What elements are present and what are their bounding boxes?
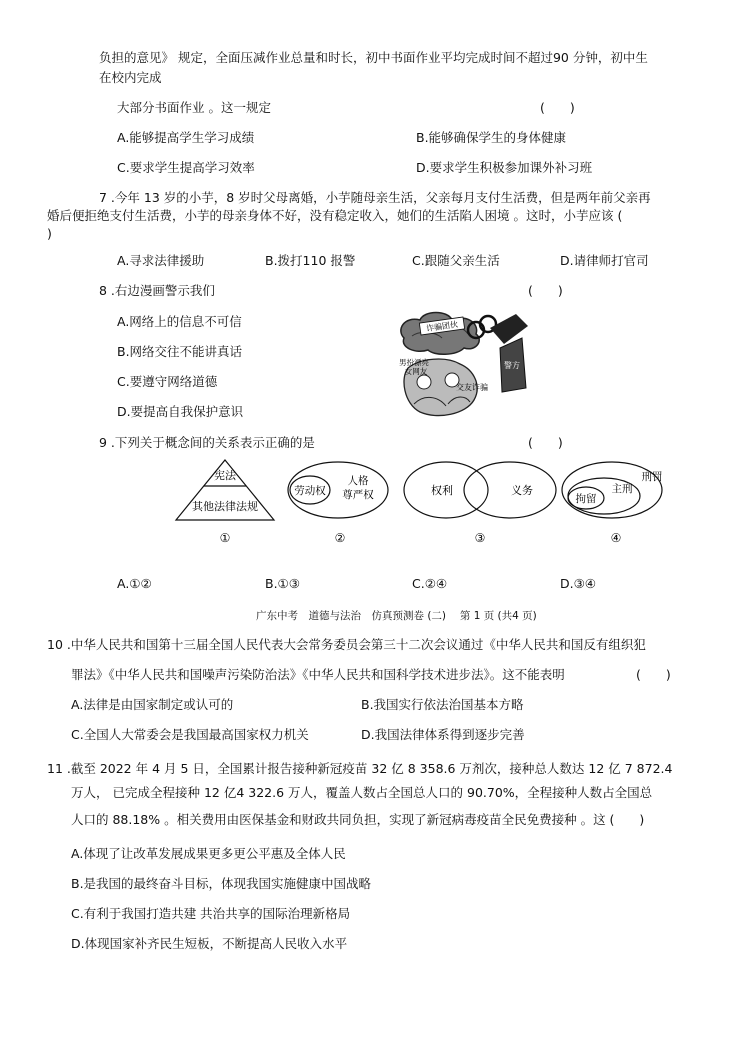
q11-option-c: C.有利于我国打造共建 共治共享的国际治理新格局 [71,906,351,921]
diagram2-number: ② [334,531,346,545]
page-footer: 广东中考 道德与法治 仿真预测卷 (二) 第 1 页 (共4 页) [256,610,537,622]
q11-option-b: B.是我国的最终奋斗目标，体现我国实施健康中国战略 [71,876,372,891]
q8-stem: 8 .右边漫画警示我们 [99,283,215,298]
diagram1-number: ① [219,531,231,545]
q9-option-b: B.①③ [265,576,300,591]
q8-option-c: C.要遵守网络道德 [117,374,218,389]
q7-stem-line3: ) [47,226,52,241]
diagram4-outer-label: 刑罚 [641,471,663,483]
q9-option-c: C.②④ [412,576,448,591]
q10-option-b: B.我国实行依法治国基本方略 [361,697,524,712]
q6-option-b: B.能够确保学生的身体健康 [416,130,567,145]
q9-diagram-1 [170,458,280,548]
q7-stem-line1: 7 .今年 13 岁的小芋，8 岁时父母离婚，小芋随母亲生活，父亲每月支付生活费，但是两年前父亲再 [99,190,651,205]
q9-answer-paren: ( ) [528,435,563,450]
q6-stem-line1: 负担的意见》 规定，全面压减作业总量和时长，初中书面作业平均完成时间不超过90 分钟，初中生 [99,50,648,65]
cartoon-label-police: 警方 [504,361,520,370]
q11-stem-line3: 人口的 88.18% 。相关费用由医保基金和财政共同负担，实现了新冠病毒疫苗全民免费接种 。这 ( ) [71,812,645,827]
cartoon-label-left2: 女网友 [404,367,428,376]
q11-option-d: D.体现国家补齐民生短板，不断提高人民收入水平 [71,936,348,951]
cartoon-label-left1: 男扮漂亮 [399,358,429,367]
diagram1-top-label: 宪法 [214,469,236,482]
diagram2-left-label: 劳动权 [294,485,326,497]
q9-diagram-2 [284,458,394,548]
q6-answer-paren: ( ) [540,100,575,115]
q7-option-a: A.寻求法律援助 [117,253,205,268]
diagram2-right-label1: 人格 [347,475,369,487]
q7-option-b: B.拨打110 报警 [265,253,356,268]
q10-option-c: C.全国人大常委会是我国最高国家权力机关 [71,727,309,742]
q8-cartoon-image [390,308,530,420]
diagram4-number: ④ [610,531,622,545]
diagram2-right-label2: 尊严权 [342,489,374,501]
q9-option-d: D.③④ [560,576,597,591]
diagram1-bottom-label: 其他法律法规 [192,500,258,513]
cartoon-label-top: 诈骗团伙 [425,319,459,334]
cartoon-label-bottom: 交友诈骗 [456,383,488,392]
q6-stem-line2: 在校内完成 [99,70,162,85]
diagram4-inner-label: 拘留 [575,493,597,505]
q8-answer-paren: ( ) [528,283,563,298]
q6-option-a: A.能够提高学生学习成绩 [117,130,255,145]
q8-option-b: B.网络交往不能讲真话 [117,344,243,359]
q8-option-d: D.要提高自我保护意识 [117,404,244,419]
q9-diagram-3 [400,458,560,548]
q10-option-d: D.我国法律体系得到逐步完善 [361,727,525,742]
q8-option-a: A.网络上的信息不可信 [117,314,242,329]
q11-option-a: A.体现了让改革发展成果更多更公平惠及全体人民 [71,846,346,861]
q10-stem-line1: 10 .中华人民共和国第十三届全国人民代表大会常务委员会第三十二次会议通过《中华人民共和国反有组织犯 [47,637,646,652]
diagram3-number: ③ [474,531,486,545]
q11-stem-line1: 11 .截至 2022 年 4 月 5 日，全国累计报告接种新冠疫苗 32 亿 8 358.6 万剂次，接种总人数达 12 亿 7 872.4 [47,761,673,776]
q10-answer-paren: ( ) [636,667,671,682]
diagram3-right-label: 义务 [511,484,533,497]
q6-option-c: C.要求学生提高学习效率 [117,160,255,175]
q7-option-c: C.跟随父亲生活 [412,253,500,268]
right-circle [464,462,556,518]
figure-head-left [417,375,431,389]
diagram3-left-label: 权利 [431,484,453,497]
q7-stem-line2: 婚后便拒绝支付生活费，小芋的母亲身体不好，没有稳定收入，她们的生活陷人困境 。这时，小芋应该 ( [47,208,623,223]
q9-stem: 9 .下列关于概念间的关系表示正确的是 [99,435,315,450]
q7-option-d: D.请律师打官司 [560,253,649,268]
q9-option-a: A.①② [117,576,152,591]
q6-option-d: D.要求学生积极参加课外补习班 [416,160,593,175]
q10-stem-line2: 罪法》《中华人民共和国噪声污染防治法》《中华人民共和国科学技术进步法》。这不能表明 [71,667,565,682]
q11-stem-line2: 万人， 已完成全程接种 12 亿4 322.6 万人，覆盖人数占全国总人口的 90.70%，全程接种人数占全国总 [71,785,653,800]
q9-diagram-4 [560,458,672,548]
q6-stem-line3: 大部分书面作业 。这一规定 [117,100,271,115]
diagram4-middle-label: 主刑 [611,483,633,495]
q10-option-a: A.法律是由国家制定或认可的 [71,697,234,712]
